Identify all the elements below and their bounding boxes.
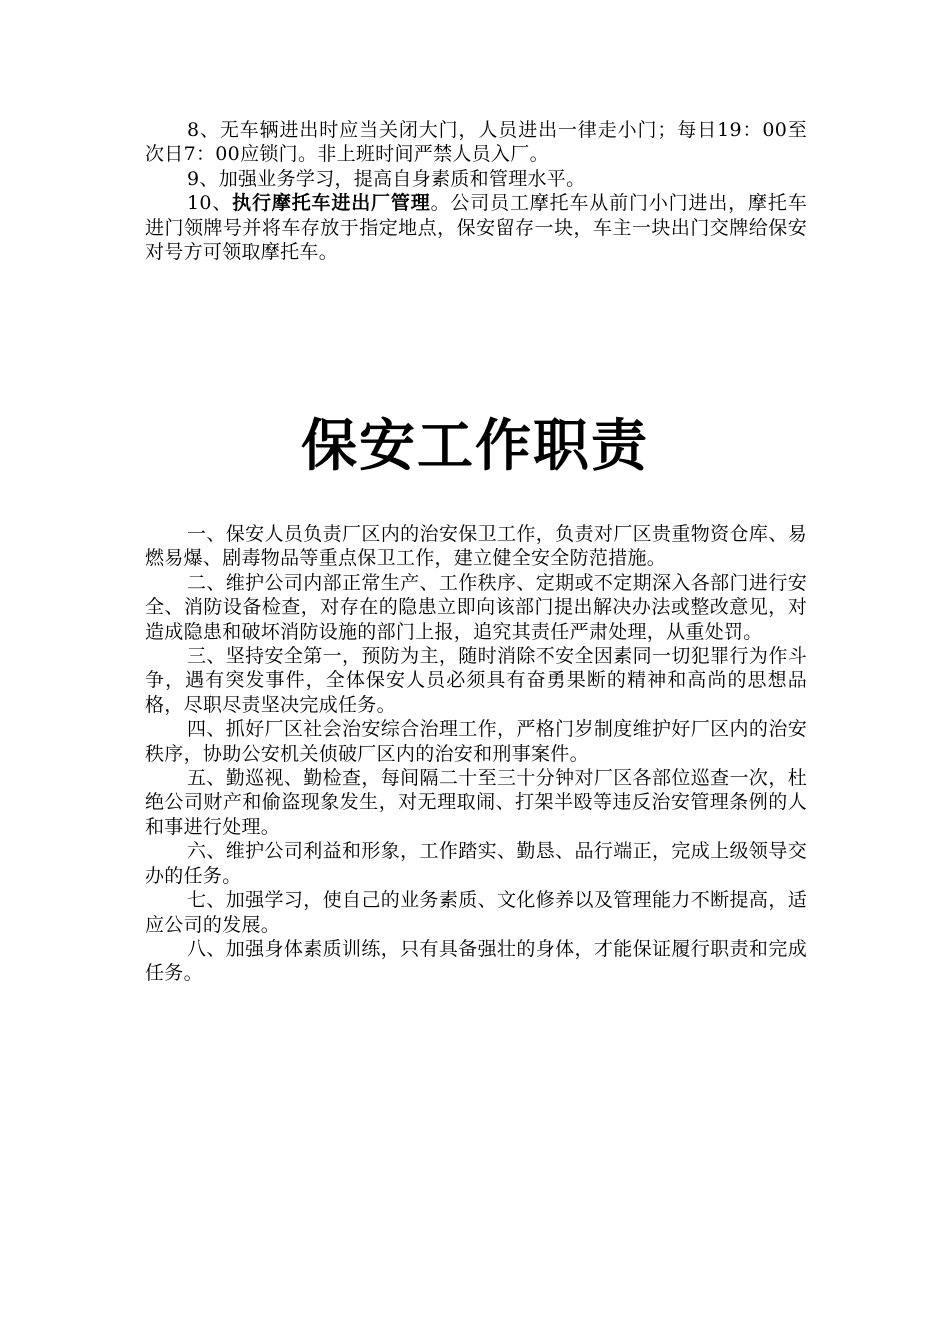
duty-item-8: 八、加强身体素质训练，只有具备强壮的身体，才能保证履行职责和完成任务。 xyxy=(145,937,807,985)
rule-item-10 xyxy=(145,191,807,264)
rules-section xyxy=(145,118,807,264)
rule-item-10-heading: 执行摩托车进出厂管理 xyxy=(232,192,431,215)
duty-item-6: 六、维护公司利益和形象，工作踏实、勤恳、品行端正，完成上级领导交办的任务。 xyxy=(145,840,807,887)
rule-item-10-number: 10、 xyxy=(187,192,233,215)
duty-item-3: 三、坚持安全第一，预防为主，随时消除不安全因素同一切犯罪行为作斗争，遇有突发事件，全体保安人员必须具有奋勇果断的精神和高尚的思想品格，尽职尽责坚决完成任务。 xyxy=(145,645,807,716)
duty-item-2: 二、维护公司内部正常生产、工作秩序、定期或不定期深入各部门进行安全、消防设备检查，对存在的隐患立即向该部门提出解决办法或整改意见，对造成隐患和破坏消防设施的部门上报，追究其责任严肃处理，从重处罚。 xyxy=(145,571,807,643)
duty-item-4: 四、抓好厂区社会治安综合治理工作，严格门岁制度维护好厂区内的治安秩序，协助公安机关侦破厂区内的治安和刑事案件。 xyxy=(145,718,807,765)
rule-item-8: 8、无车辆进出时应当关闭大门，人员进出一律走小门；每日19：00至次日7：00应锁门。非上班时间严禁人员入厂。 xyxy=(145,119,807,166)
duty-item-7: 七、加强学习，使自己的业务素质、文化修养以及管理能力不断提高，适应公司的发展。 xyxy=(145,889,807,936)
document-title: 保安工作职责 xyxy=(301,414,649,479)
rule-item-9: 9、加强业务学习，提高自身素质和管理水平。 xyxy=(187,167,586,190)
duties-section xyxy=(145,522,807,986)
duty-item-1: 一、保安人员负责厂区内的治安保卫工作，负责对厂区贵重物资仓库、易燃易爆、剧毒物品等重点保卫工作，建立健全安全防范措施。 xyxy=(145,523,807,570)
rule-item-10-body: 。公司员工摩托车从前门小门进出，摩托车进门领牌号并将车存放于指定地点，保安留存一块，车主一块出门交牌给保安对号方可领取摩托车。 xyxy=(145,192,808,264)
duty-item-5: 五、勤巡视、勤检查，每间隔二十至三十分钟对厂区各部位巡查一次，杜绝公司财产和偷盗现象发生，对无理取闹、打架半殴等违反治安管理条例的人和事进行处理。 xyxy=(145,767,807,838)
